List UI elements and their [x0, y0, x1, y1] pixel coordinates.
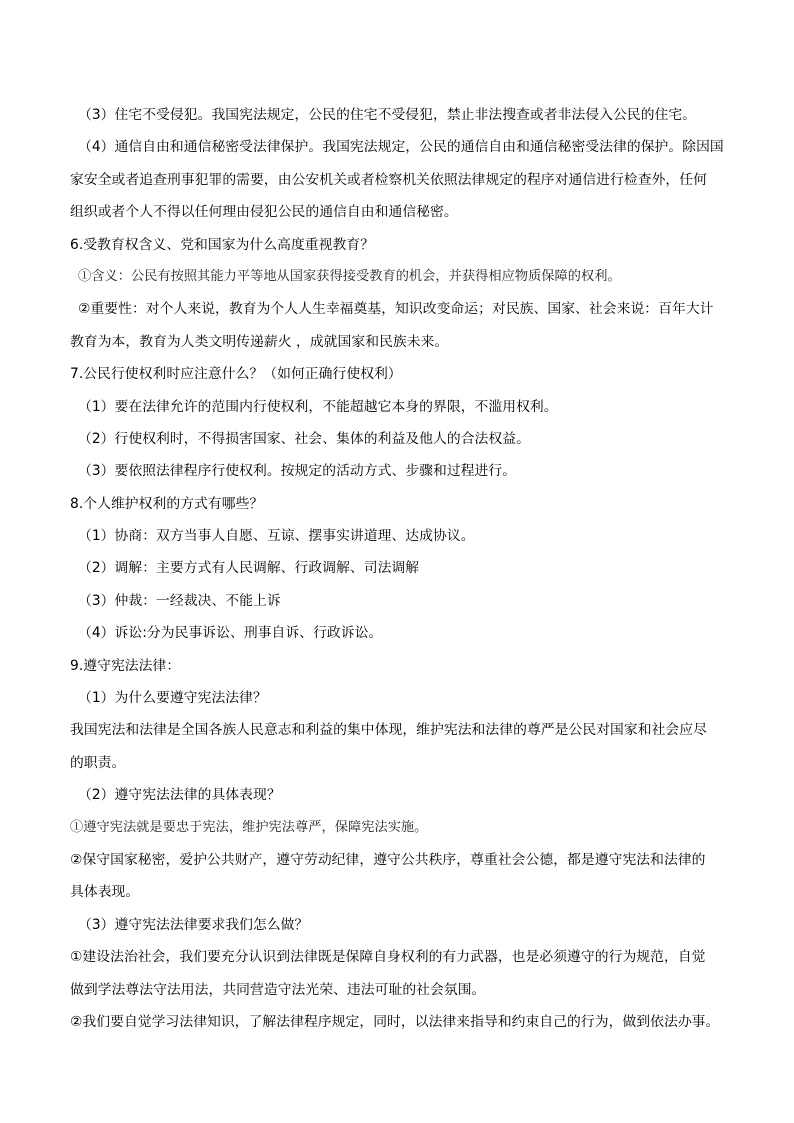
text-line: 我国宪法和法律是全国各族人民意志和利益的集中体现，维护宪法和法律的尊严是公民对国家和社会应尽 — [70, 722, 707, 739]
text-line: 8.个人维护权利的方式有哪些？ — [70, 495, 264, 512]
text-line: （1）为什么要遵守宪法法律？ — [78, 690, 267, 707]
text-line: 的职责。 — [70, 754, 126, 771]
text-line: （4）通信自由和通信秘密受法律保护。我国宪法规定，公民的通信自由和通信秘密受法律的保护。除因国 — [78, 139, 724, 156]
text-line: 6.受教育权含义、党和国家为什么高度重视教育？ — [70, 236, 375, 253]
text-line: 家安全或者追查刑事犯罪的需要，由公安机关或者检察机关依照法律规定的程序对通信进行检查外，任何 — [70, 171, 707, 188]
text-line: （2）遵守宪法法律的具体表现？ — [78, 787, 281, 804]
text-line: （1）要在法律允许的范围内行使权利，不能超越它本身的界限，不滥用权利。 — [78, 398, 558, 415]
text-line: 组织或者个人不得以任何理由侵犯公民的通信自由和通信秘密。 — [70, 204, 458, 221]
text-line: ①建设法治社会，我们要充分认识到法律既是保障自身权利的有力武器，也是必须遵守的行为规范，自觉 — [70, 949, 706, 966]
text-line: ①遵守宪法就是要忠于宪法，维护宪法尊严，保障宪法实施。 — [70, 819, 428, 835]
text-line: （3）仲裁：一经裁决、不能上诉 — [78, 592, 281, 609]
text-line: 7.公民行使权利时应注意什么？（如何正确行使权利） — [70, 366, 402, 383]
text-line: （1）协商：双方当事人自愿、互谅、摆事实讲道理、达成协议。 — [78, 528, 475, 545]
text-line: 教育为本，教育为人类文明传递薪火 ，成就国家和民族未来。 — [70, 333, 449, 350]
text-line: （3）遵守宪法法律要求我们怎么做？ — [78, 916, 309, 933]
text-line: （2）行使权利时，不得损害国家、社会、集体的利益及他人的合法权益。 — [78, 430, 530, 447]
text-line: ①含义：公民有按照其能力平等地从国家获得接受教育的机会，并获得相应物质保障的权利。 — [78, 268, 621, 284]
text-line: （4）诉讼:分为民事诉讼、刑事自诉、行政诉讼。 — [78, 625, 383, 642]
text-line: ②保守国家秘密，爱护公共财产，遵守劳动纪律，遵守公共秩序，尊重社会公德，都是遵守宪法和法律的 — [70, 851, 706, 868]
text-line: 9.遵守宪法法律： — [70, 657, 181, 674]
text-line: ②重要性：对个人来说，教育为个人人生幸福奠基，知识改变命运；对民族、国家、社会来说：百年大计 — [78, 301, 714, 318]
text-line: （3）要依照法律程序行使权利。按规定的活动方式、步骤和过程进行。 — [78, 463, 517, 480]
text-line: 做到学法尊法守法用法，共同营造守法光荣、违法可耻的社会氛围。 — [70, 981, 486, 998]
document-body — [70, 99, 730, 1038]
text-line: （3）住宅不受侵犯。我国宪法规定，公民的住宅不受侵犯，禁止非法搜查或者非法侵入公民的住宅。 — [78, 107, 697, 123]
text-line: 具体表现。 — [70, 884, 140, 901]
text-line: ②我们要自觉学习法律知识，了解法律程序规定，同时，以法律来指导和约束自己的行为，做到依法办事。 — [70, 1013, 720, 1030]
text-line: （2）调解：主要方式有人民调解、行政调解、司法调解 — [78, 560, 420, 577]
